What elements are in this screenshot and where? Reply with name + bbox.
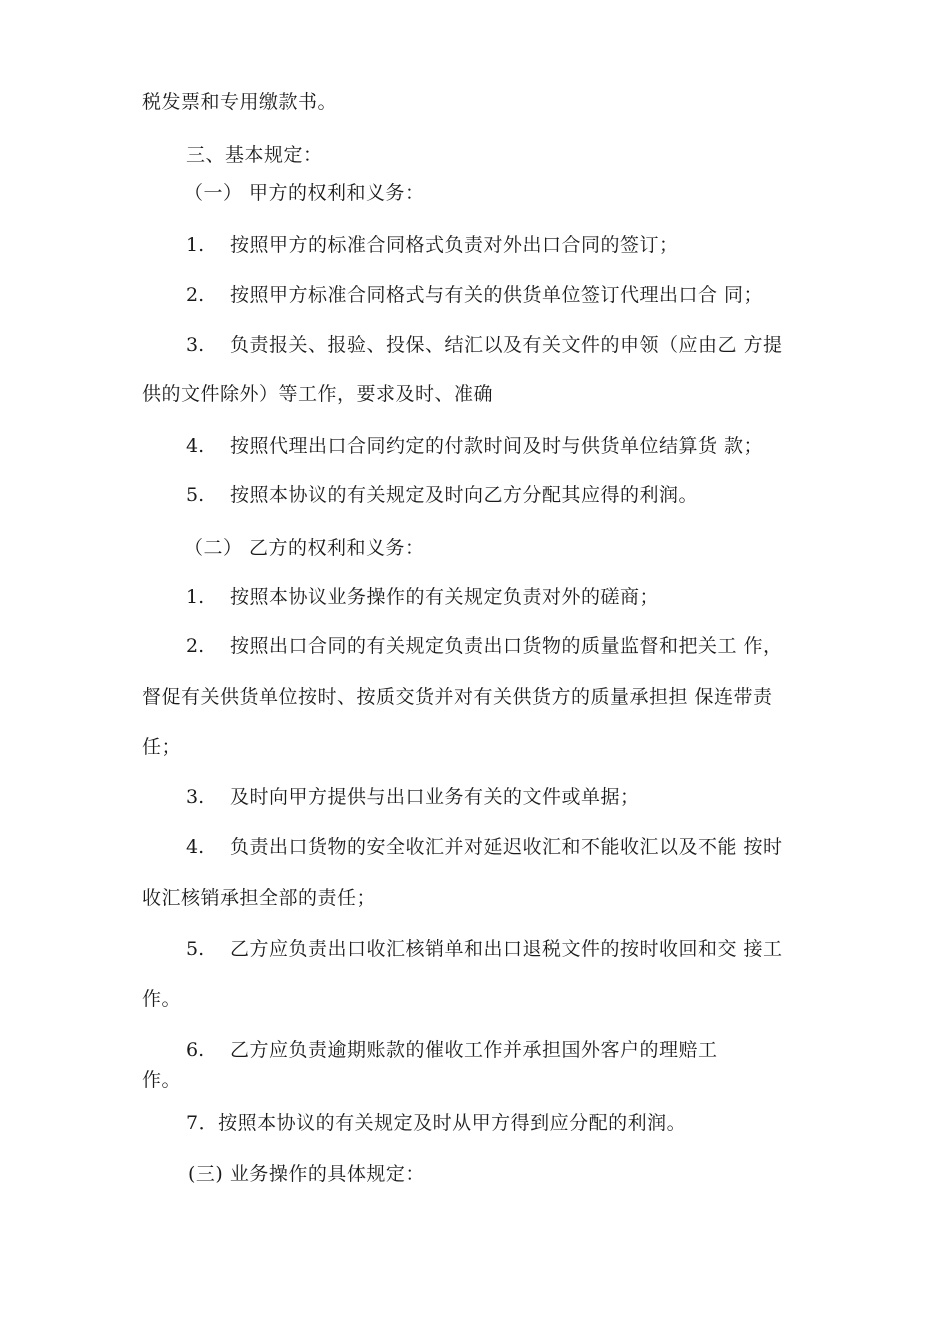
list-item: 7．按照本协议的有关规定及时从甲方得到应分配的利润。 — [186, 1112, 687, 1134]
text-line: 税发票和专用缴款书。 — [142, 91, 338, 113]
item-number: 4. — [186, 435, 205, 457]
item-number: 3. — [186, 334, 205, 356]
item-number: 1. — [186, 586, 205, 608]
subsection-heading: （二） 乙方的权利和义务： — [184, 537, 425, 559]
list-item: 按照甲方标准合同格式与有关的供货单位签订代理出口合 同； — [230, 284, 764, 306]
item-number: 1. — [186, 234, 205, 256]
list-item: 负责报关、报验、投保、结汇以及有关文件的申领（应由乙 方提 — [230, 334, 783, 356]
list-item-continuation: 督促有关供货单位按时、按质交货并对有关供货方的质量承担担 保连带责 — [142, 686, 773, 708]
item-number: 6. — [186, 1039, 205, 1061]
item-number: 4. — [186, 836, 205, 858]
item-number: 2. — [186, 635, 205, 657]
list-item: 按照代理出口合同约定的付款时间及时与供货单位结算货 款； — [230, 435, 764, 457]
list-item: 按照甲方的标准合同格式负责对外出口合同的签订； — [230, 234, 679, 256]
list-item: 负责出口货物的安全收汇并对延迟收汇和不能收汇以及不能 按时 — [230, 836, 783, 858]
subsection-heading: （一） 甲方的权利和义务： — [184, 182, 425, 204]
list-item-continuation: 作。 — [142, 1069, 182, 1091]
list-item-continuation: 供的文件除外）等工作，要求及时、准确 — [142, 383, 494, 405]
list-item: 乙方应负责出口收汇核销单和出口退税文件的按时收回和交 接工 — [230, 938, 783, 960]
list-item: 及时向甲方提供与出口业务有关的文件或单据； — [230, 786, 640, 808]
list-item: 按照出口合同的有关规定负责出口货物的质量监督和把关工 作， — [230, 635, 783, 657]
list-item: 乙方应负责逾期账款的催收工作并承担国外客户的理赔工 — [230, 1039, 718, 1061]
list-item: 按照本协议业务操作的有关规定负责对外的磋商； — [230, 586, 660, 608]
list-item-continuation: 任； — [142, 736, 182, 758]
list-item-continuation: 作。 — [142, 988, 182, 1010]
subsection-heading: (三) 业务操作的具体规定： — [188, 1163, 425, 1185]
list-item: 按照本协议的有关规定及时向乙方分配其应得的利润。 — [230, 484, 699, 506]
item-number: 5. — [186, 938, 205, 960]
item-number: 5. — [186, 484, 205, 506]
list-item-continuation: 收汇核销承担全部的责任； — [142, 887, 377, 909]
item-number: 3. — [186, 786, 205, 808]
item-number: 2. — [186, 284, 205, 306]
section-heading: 三、基本规定： — [186, 144, 323, 166]
